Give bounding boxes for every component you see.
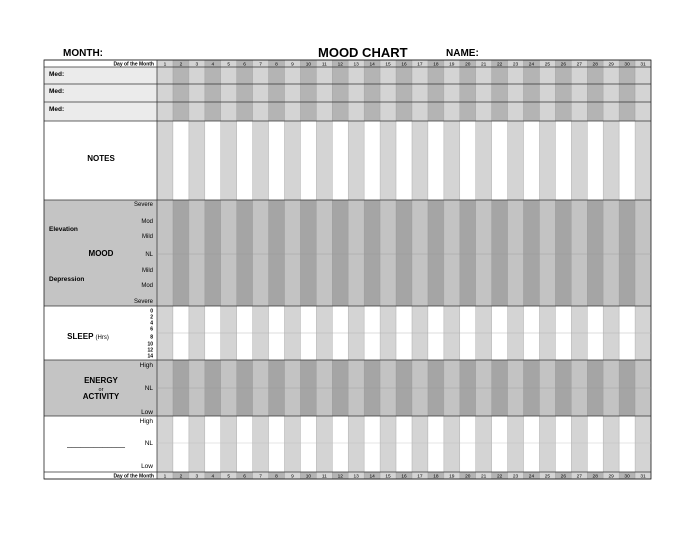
mood-label: MOOD: [88, 249, 114, 258]
day-number: 10: [305, 62, 312, 68]
energy-label: ENERGY: [84, 376, 118, 385]
sleep-scale-label: 6: [150, 326, 153, 333]
day-number: 10: [305, 474, 312, 480]
month-label: MONTH:: [63, 48, 103, 59]
sleep-scale-label: 8: [150, 334, 153, 341]
mood-scale-label: Severe: [133, 202, 153, 208]
day-number: 1: [163, 62, 167, 68]
day-number: 20: [465, 62, 471, 68]
day-number: 15: [385, 474, 391, 480]
day-number: 12: [337, 474, 343, 480]
day-number: 17: [417, 474, 423, 480]
day-number: 31: [640, 62, 646, 68]
day-number: 15: [385, 62, 391, 68]
day-number: 25: [544, 62, 551, 68]
custom-scale-label: NL: [144, 440, 153, 447]
day-number: 31: [640, 474, 646, 480]
day-number: 14: [369, 62, 375, 68]
day-number: 25: [544, 474, 551, 480]
mood-scale-label: NL: [145, 252, 153, 258]
day-number: 11: [321, 62, 327, 68]
day-number: 23: [512, 474, 519, 480]
sleep-label: SLEEP (Hrs): [67, 332, 109, 341]
day-column-blank: [492, 121, 508, 200]
day-number: 9: [291, 474, 294, 480]
day-number: 23: [512, 62, 519, 68]
day-number: 22: [496, 474, 503, 480]
day-number: 5: [227, 474, 231, 480]
day-number: 26: [560, 474, 567, 480]
day-number: 29: [608, 474, 614, 480]
activity-label: ACTIVITY: [82, 392, 120, 401]
day-column-blank: [332, 416, 348, 472]
day-number: 13: [353, 474, 359, 480]
day-number: 6: [243, 474, 246, 480]
day-column-blank: [555, 416, 571, 472]
day-number: 6: [243, 62, 246, 68]
day-number: 20: [465, 474, 471, 480]
day-number: 19: [449, 62, 455, 68]
day-number: 8: [275, 62, 278, 68]
day-column-blank: [396, 416, 412, 472]
day-number: 28: [592, 474, 598, 480]
day-number: 4: [211, 474, 215, 480]
day-number: 21: [481, 62, 487, 68]
mood-scale-label: Mod: [141, 219, 153, 225]
day-number: 19: [449, 474, 455, 480]
name-label: NAME:: [446, 48, 479, 59]
elevation-label: Elevation: [49, 226, 78, 233]
day-column-blank: [396, 121, 412, 200]
day-number: 3: [195, 62, 199, 68]
custom-scale-label: Low: [141, 463, 153, 470]
day-column-blank: [364, 416, 380, 472]
day-column-blank: [237, 416, 253, 472]
day-number: 7: [259, 62, 262, 68]
day-column-blank: [460, 416, 476, 472]
sleep-scale-label: 0: [150, 308, 153, 315]
day-number: 9: [291, 62, 294, 68]
sleep-scale-label: 12: [147, 347, 153, 354]
depression-label: Depression: [49, 276, 85, 283]
day-column-blank: [428, 416, 444, 472]
day-column-blank: [619, 121, 635, 200]
day-number: 30: [624, 62, 630, 68]
day-number: 8: [275, 474, 278, 480]
day-number: 18: [433, 62, 439, 68]
day-number: 27: [576, 62, 582, 68]
day-number: 21: [481, 474, 487, 480]
day-number: 13: [353, 62, 359, 68]
day-row-label-top: Day of the Month: [113, 61, 154, 68]
day-number: 30: [624, 474, 630, 480]
day-number: 22: [496, 62, 503, 68]
day-column-blank: [587, 416, 603, 472]
sleep-scale-label: 2: [150, 314, 153, 321]
day-number: 3: [195, 474, 199, 480]
mood-scale-label: Mod: [141, 283, 153, 289]
day-column-blank: [460, 121, 476, 200]
day-number: 7: [259, 474, 262, 480]
sleep-scale-label: 4: [150, 320, 153, 327]
day-number: 2: [179, 474, 183, 480]
day-number: 16: [401, 62, 407, 68]
day-number: 11: [321, 474, 327, 480]
custom-blank-label: _____________: [67, 439, 125, 448]
day-number: 26: [560, 62, 567, 68]
day-column-blank: [300, 416, 316, 472]
energy-or-label: or: [98, 387, 104, 393]
mood-scale-label: Mild: [141, 268, 153, 274]
day-number: 4: [211, 62, 215, 68]
day-column-blank: [524, 121, 540, 200]
day-number: 18: [433, 474, 439, 480]
day-column-blank: [205, 121, 221, 200]
day-number: 2: [179, 62, 183, 68]
day-column-blank: [619, 416, 635, 472]
day-column-blank: [269, 121, 285, 200]
day-number: 28: [592, 62, 598, 68]
energy-scale-label: Low: [141, 409, 153, 416]
med-label: Med:: [49, 88, 65, 95]
day-column-blank: [587, 121, 603, 200]
sleep-scale-label: 14: [147, 353, 153, 360]
mood-section-shade: [157, 200, 651, 306]
mood-scale-label: Severe: [133, 299, 153, 305]
page-title: MOOD CHART: [318, 45, 408, 60]
day-column-blank: [555, 121, 571, 200]
energy-scale-label: High: [139, 362, 153, 369]
day-column-blank: [173, 416, 189, 472]
day-column-blank: [173, 121, 189, 200]
day-column-blank: [300, 121, 316, 200]
day-column-blank: [492, 416, 508, 472]
day-number: 12: [337, 62, 343, 68]
day-row-label-bottom: Day of the Month: [113, 473, 154, 480]
energy-scale-label: NL: [144, 385, 153, 392]
med-label: Med:: [49, 106, 65, 113]
day-column-blank: [428, 121, 444, 200]
day-column-blank: [364, 121, 380, 200]
day-number: 24: [528, 62, 535, 68]
day-number: 5: [227, 62, 231, 68]
med-label: Med:: [49, 71, 65, 78]
day-number: 14: [369, 474, 375, 480]
day-column-blank: [269, 416, 285, 472]
sleep-scale-label: 10: [147, 341, 153, 348]
day-number: 27: [576, 474, 582, 480]
day-number: 1: [163, 474, 167, 480]
day-number: 16: [401, 474, 407, 480]
day-column-blank: [332, 121, 348, 200]
day-number: 29: [608, 62, 614, 68]
day-column-blank: [237, 121, 253, 200]
day-column-blank: [524, 416, 540, 472]
notes-label: NOTES: [87, 154, 115, 163]
day-column-blank: [205, 416, 221, 472]
mood-scale-label: Mild: [141, 234, 153, 240]
sleep-unit: (Hrs): [95, 335, 109, 341]
custom-scale-label: High: [139, 418, 153, 425]
day-number: 17: [417, 62, 423, 68]
day-number: 24: [528, 474, 535, 480]
